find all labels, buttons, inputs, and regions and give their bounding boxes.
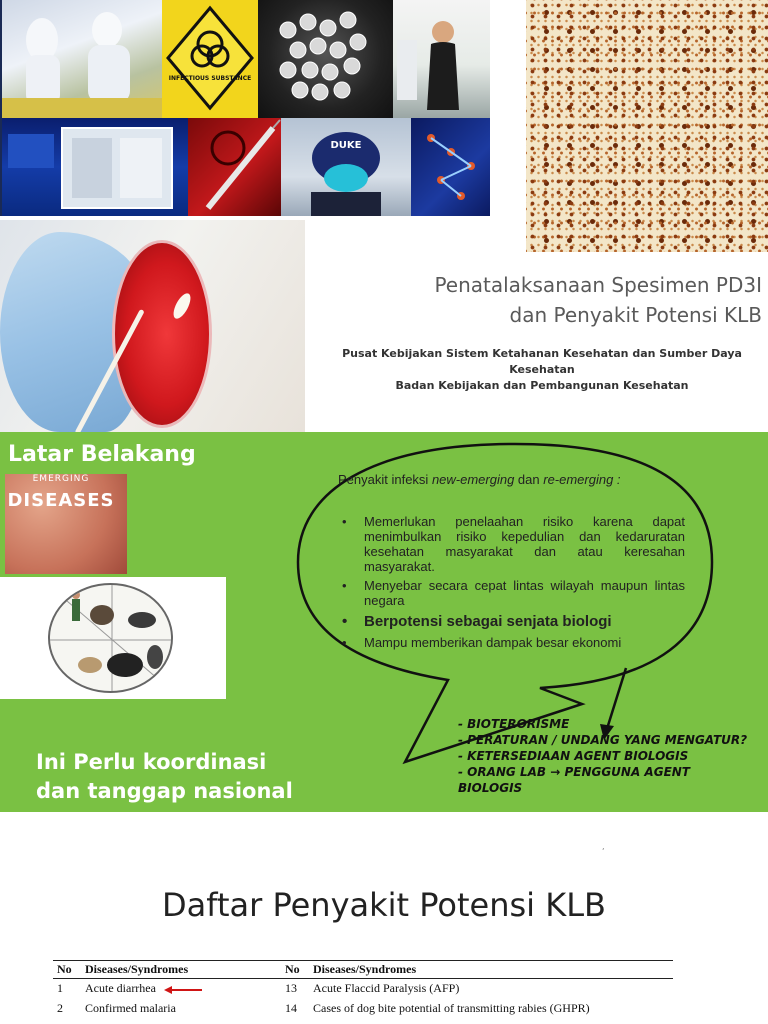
bubble-intro-text <box>338 472 684 488</box>
lab-room-icon <box>2 118 188 216</box>
hazmat-figures-icon <box>2 0 162 118</box>
syringe-icon <box>188 118 281 216</box>
coordination-callout <box>36 748 293 806</box>
row-disease-cell <box>81 979 281 999</box>
bullet-dot-icon: • <box>342 514 347 529</box>
bullet-item <box>340 578 685 608</box>
header-no: No <box>53 961 81 979</box>
title-line-1: Penatalaksanaan Spesimen PD3I <box>434 273 762 297</box>
header-disease: Diseases/Syndromes <box>81 961 281 979</box>
row-disease-2: Acute Flaccid Paralysis (AFP) <box>313 981 460 996</box>
slide-heading: Daftar Penyakit Potensi KLB <box>162 886 606 924</box>
disease-table <box>53 960 673 1019</box>
row-no: 1 <box>57 981 63 996</box>
header-no-2: No <box>281 961 309 979</box>
person-icon <box>393 0 490 118</box>
impact-item: - ORANG LAB → PENGGUNA AGENT BIOLOGIS <box>458 765 690 795</box>
stray-mark: , <box>602 842 605 851</box>
slide-title-text <box>322 270 762 330</box>
subtitle-line-3: Badan Kebijakan dan Pembangunan Kesehatan <box>395 379 689 392</box>
slide-background <box>0 432 768 812</box>
slide-disease-list <box>0 812 768 1024</box>
slide-title <box>0 0 768 432</box>
dna-model-photo <box>411 118 490 216</box>
masked-worker-photo <box>281 118 411 216</box>
impact-item: - BIOTERORISME <box>458 717 570 731</box>
intro-re-emerging: re-emerging : <box>543 472 621 487</box>
title-line-2: dan Penyakit Potensi KLB <box>509 303 762 327</box>
section-heading: Latar Belakang <box>8 442 196 467</box>
helmet-text: DUKE <box>330 140 362 151</box>
impact-list <box>458 716 758 796</box>
row-disease-2: Cases of dog bite potential of transmitting rabies (GHPR) <box>313 1001 590 1015</box>
row-no: 2 <box>57 1001 63 1015</box>
hazmat-workers-photo <box>2 0 162 118</box>
subtitle-line-1: Pusat Kebijakan Sistem Ketahanan Kesehatan dan Sumber Daya <box>342 347 742 360</box>
impact-item: - PERATURAN / UNDANG YANG MENGATUR? <box>458 733 748 747</box>
lab-window-photo <box>2 118 188 216</box>
table-row <box>53 999 673 1019</box>
bullet-item <box>340 635 685 650</box>
table-header-row <box>53 961 673 979</box>
intro-prefix: Penyakit infeksi <box>338 472 432 487</box>
sign-text: INFECTIOUS SUBSTANCE <box>168 75 252 82</box>
biohazard-sign <box>162 0 258 118</box>
header-disease-2: Diseases/Syndromes <box>309 961 673 979</box>
petri-dish-photo <box>0 220 305 432</box>
row-no-2: 13 <box>285 981 297 996</box>
lab-woman-photo <box>393 0 490 118</box>
bullet-dot-icon: • <box>342 635 347 650</box>
bullet-item <box>340 514 685 574</box>
impact-item: - KETERSEDIAAN AGENT BIOLOGIS <box>458 749 689 763</box>
dna-icon <box>411 118 490 216</box>
row-no-2: 14 <box>285 1001 297 1015</box>
callout-line-2: dan tanggap nasional <box>36 779 293 803</box>
biohazard-icon <box>162 0 258 118</box>
bullet-text: Menyebar secara cepat lintas wilayah maupun lintas negara <box>364 578 685 608</box>
bullet-text: Berpotensi sebagai senjata biologi <box>364 613 612 630</box>
bullet-text: Mampu memberikan dampak besar ekonomi <box>364 635 622 650</box>
emerging-label: EMERGING <box>32 474 90 484</box>
bubble-bullet-list <box>340 514 685 654</box>
red-arrow-left-icon <box>164 985 202 995</box>
virus-particles-icon <box>258 0 393 118</box>
diseases-label: DISEASES <box>7 490 115 511</box>
warning-syringe-photo <box>188 118 281 216</box>
row-disease: Acute diarrhea <box>85 981 156 996</box>
subtitle-line-2: Kesehatan <box>509 363 575 376</box>
bullet-item <box>340 612 685 631</box>
photo-collage <box>0 0 490 216</box>
bullet-text: Memerlukan penelaahan risiko karena dapat menimbulkan risiko kepedulian dan kedaruratan kesehatan masyarakat dan atau keresahan masyarakat. <box>364 514 685 574</box>
intro-new-emerging: new-emerging <box>431 472 515 487</box>
stained-tissue-image <box>526 0 768 252</box>
intro-and: dan <box>514 472 544 487</box>
bullet-dot-icon: • <box>342 613 348 630</box>
table-row <box>53 979 673 999</box>
slide-subtitle <box>322 346 762 394</box>
callout-line-1: Ini Perlu koordinasi <box>36 750 267 774</box>
virus-micrograph <box>258 0 393 118</box>
helmet-mask-icon <box>281 118 411 216</box>
bullet-dot-icon: • <box>342 578 347 593</box>
row-disease: Confirmed malaria <box>85 1001 176 1015</box>
